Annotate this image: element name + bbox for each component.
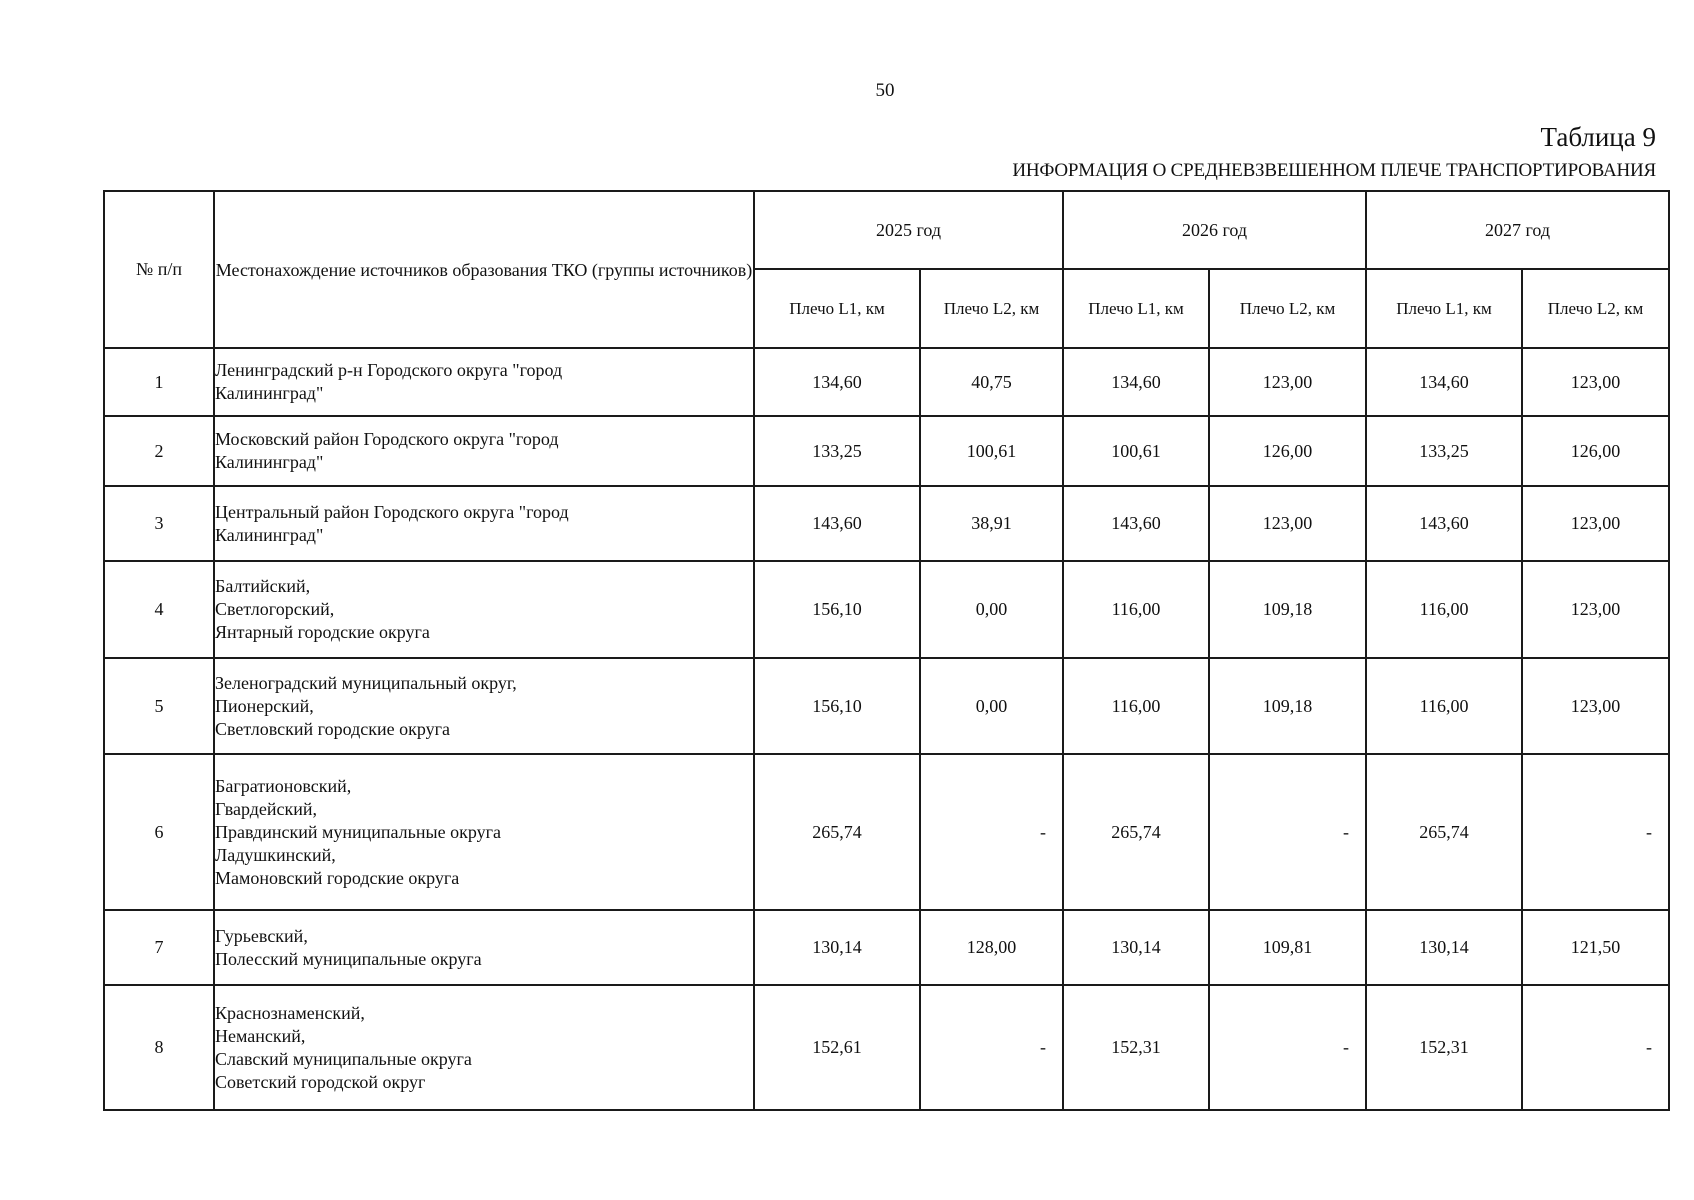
value-cell: 152,31 [1366,985,1522,1110]
location-line: Неманский, [215,1025,306,1046]
row-location [214,561,754,658]
value-cell: 116,00 [1063,658,1209,754]
value-cell: 116,00 [1366,561,1522,658]
location-line: Центральный район Городского округа "город [215,501,569,522]
location-line: Ленинградский р-н Городского округа "город [215,360,563,380]
value-cell: 121,50 [1522,910,1669,985]
value-cell: 152,61 [754,985,920,1110]
location-line: Гвардейский, [215,798,318,819]
row-number: 1 [104,348,214,416]
row-number: 8 [104,985,214,1110]
location-line: Калининград" [215,452,324,472]
value-cell: 156,10 [754,658,920,754]
value-cell: - [920,985,1063,1110]
value-cell: 130,14 [1366,910,1522,985]
row-number: 2 [104,416,214,486]
value-cell: 116,00 [1366,658,1522,754]
header-l1-2026: Плечо L1, км [1063,269,1209,348]
value-cell: 126,00 [1209,416,1366,486]
value-cell: - [920,754,1063,910]
location-line: Советский городской округ [215,1071,426,1092]
transport-distance-table [103,190,1670,1111]
header-row-years [104,191,1669,269]
row-number: 4 [104,561,214,658]
value-cell: 0,00 [920,561,1063,658]
location-line: Балтийский, [215,576,311,596]
table-row [104,910,1669,985]
header-year-2027: 2027 год [1366,191,1669,269]
row-number: 6 [104,754,214,910]
header-l1-2025: Плечо L1, км [754,269,920,348]
value-cell: 123,00 [1522,486,1669,561]
value-cell: 134,60 [1063,348,1209,416]
value-cell: 109,18 [1209,561,1366,658]
location-line: Славский муниципальные округа [215,1048,472,1069]
location-line: Правдинский муниципальные округа [215,821,501,842]
header-l2-2026: Плечо L2, км [1209,269,1366,348]
value-cell: 123,00 [1522,348,1669,416]
page-number: 50 [875,80,895,101]
location-line: Мамоновский городские округа [215,867,460,888]
location-line: Багратионовский, [215,775,352,796]
value-cell: 128,00 [920,910,1063,985]
table-row [104,486,1669,561]
row-location [214,754,754,910]
header-year-2026: 2026 год [1063,191,1366,269]
row-location [214,658,754,754]
value-cell: - [1522,985,1669,1110]
value-cell: 130,14 [754,910,920,985]
table-row [104,348,1669,416]
location-line: Зеленоградский муниципальный округ, [215,672,517,693]
value-cell: 265,74 [754,754,920,910]
table-row [104,561,1669,658]
value-cell: 143,60 [754,486,920,561]
table-body [104,348,1669,1110]
value-cell: 265,74 [1366,754,1522,910]
row-location [214,416,754,486]
value-cell: 100,61 [920,416,1063,486]
value-cell: 126,00 [1522,416,1669,486]
value-cell: 143,60 [1366,486,1522,561]
header-l2-2025: Плечо L2, км [920,269,1063,348]
row-location [214,348,754,416]
table-title: ИНФОРМАЦИЯ О СРЕДНЕВЗВЕШЕННОМ ПЛЕЧЕ ТРАНСПОРТИРОВАНИЯ [1012,160,1656,181]
value-cell: - [1522,754,1669,910]
row-location [214,486,754,561]
location-line: Московский район Городского округа "город [215,429,559,449]
table-label: Таблица 9 [1540,122,1656,152]
value-cell: 0,00 [920,658,1063,754]
location-line: Светлогорский, [215,599,335,619]
value-cell: 143,60 [1063,486,1209,561]
value-cell: 130,14 [1063,910,1209,985]
value-cell: 133,25 [754,416,920,486]
location-line: Краснознаменский, [215,1002,365,1023]
row-location [214,910,754,985]
location-line: Полесский муниципальные округа [215,948,482,969]
location-line: Светловский городские округа [215,718,450,739]
value-cell: 123,00 [1209,486,1366,561]
value-cell: 265,74 [1063,754,1209,910]
row-number: 5 [104,658,214,754]
value-cell: 134,60 [754,348,920,416]
value-cell: 133,25 [1366,416,1522,486]
table-row [104,416,1669,486]
location-line: Ладушкинский, [215,844,336,865]
row-location [214,985,754,1110]
header-year-2025: 2025 год [754,191,1063,269]
value-cell: 38,91 [920,486,1063,561]
row-number: 7 [104,910,214,985]
location-line: Калининград" [215,524,324,545]
header-location: Местонахождение источников образования ТКО (группы источников) [214,191,754,348]
value-cell: 134,60 [1366,348,1522,416]
row-number: 3 [104,486,214,561]
header-num: № п/п [104,191,214,348]
value-cell: 100,61 [1063,416,1209,486]
value-cell: 123,00 [1522,658,1669,754]
value-cell: - [1209,985,1366,1110]
location-line: Янтарный городские округа [215,622,430,642]
value-cell: 123,00 [1522,561,1669,658]
value-cell: 116,00 [1063,561,1209,658]
location-line: Гурьевский, [215,925,308,946]
location-line: Пионерский, [215,695,314,716]
value-cell: 123,00 [1209,348,1366,416]
header-l2-2027: Плечо L2, км [1522,269,1669,348]
value-cell: - [1209,754,1366,910]
location-line: Калининград" [215,383,324,403]
table-row [104,658,1669,754]
value-cell: 109,18 [1209,658,1366,754]
value-cell: 40,75 [920,348,1063,416]
value-cell: 152,31 [1063,985,1209,1110]
table-row [104,985,1669,1110]
header-l1-2027: Плечо L1, км [1366,269,1522,348]
table-row [104,754,1669,910]
value-cell: 156,10 [754,561,920,658]
value-cell: 109,81 [1209,910,1366,985]
